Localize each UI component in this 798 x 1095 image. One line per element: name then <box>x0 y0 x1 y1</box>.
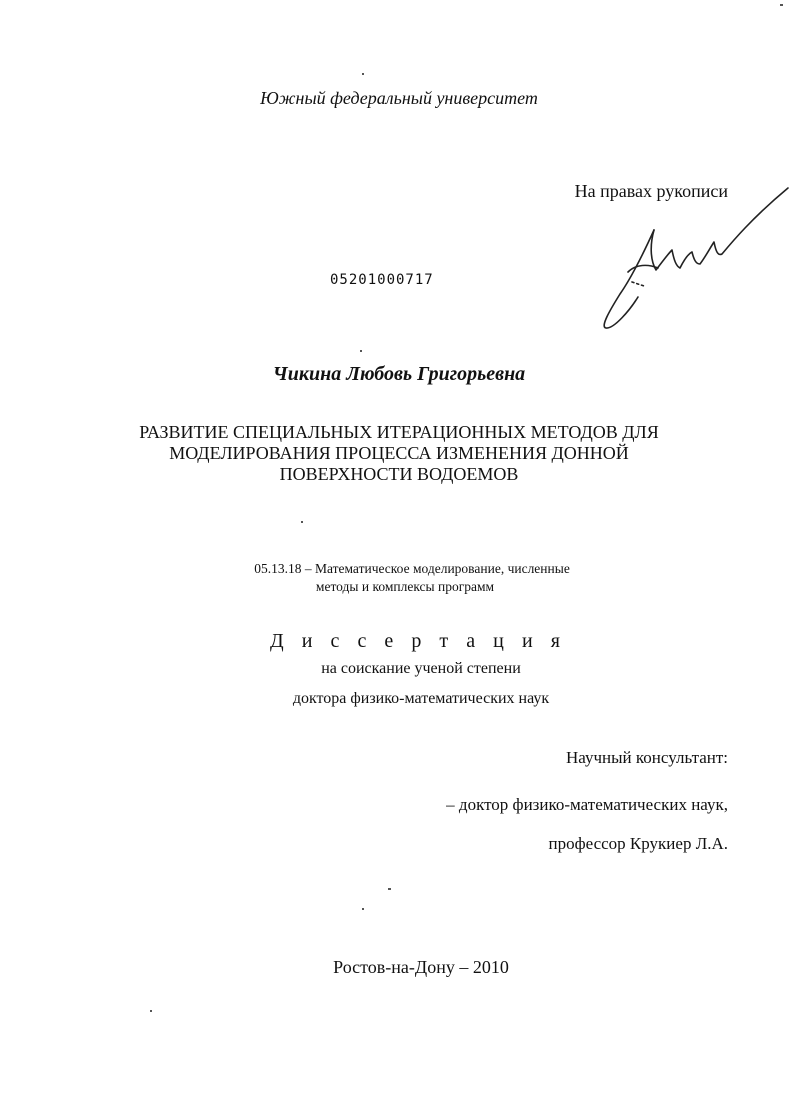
title-line: МОДЕЛИРОВАНИЯ ПРОЦЕССА ИЗМЕНЕНИЯ ДОННОЙ <box>169 443 629 463</box>
consultant-name: профессор Крукиер Л.А. <box>548 834 728 853</box>
document-code: 05201000717 <box>330 272 434 288</box>
heading-letter: я <box>550 630 560 652</box>
title-line: РАЗВИТИЕ СПЕЦИАЛЬНЫХ ИТЕРАЦИОННЫХ МЕТОДОВ ДЛЯ <box>139 422 659 442</box>
scan-speck <box>301 521 303 523</box>
university-name: Южный федеральный университет <box>260 88 538 108</box>
consultant-degree: – доктор физико-математических наук, <box>446 795 728 814</box>
heading-letter: и <box>301 630 313 652</box>
specialty-line: 05.13.18 – Математическое моделирование, численные <box>254 561 570 576</box>
city-year: Ростов-на-Дону – 2010 <box>333 957 509 977</box>
scan-speck <box>150 1010 152 1012</box>
specialty-code <box>0 560 798 596</box>
signature-icon <box>592 182 792 332</box>
dissertation-heading <box>270 630 560 653</box>
rights-notice: На правах рукописи <box>574 181 728 201</box>
heading-letter: р <box>411 630 422 652</box>
dissertation-title <box>0 422 798 485</box>
heading-letter: с <box>330 630 340 652</box>
scan-speck <box>780 4 783 6</box>
heading-letter: е <box>384 630 394 652</box>
title-line: ПОВЕРХНОСТИ ВОДОЕМОВ <box>279 464 519 484</box>
heading-letter: т <box>439 630 449 652</box>
heading-letter: а <box>466 630 476 652</box>
heading-letter: Д <box>270 630 284 652</box>
scan-speck <box>360 350 362 352</box>
heading-letter: и <box>521 630 533 652</box>
scan-speck <box>362 73 364 75</box>
heading-letter: с <box>357 630 367 652</box>
degree-line: на соискание ученой степени <box>321 660 521 677</box>
specialty-line: методы и комплексы программ <box>315 579 495 594</box>
consultant-label: Научный консультант: <box>566 748 728 767</box>
scan-speck <box>362 908 364 910</box>
heading-letter: ц <box>493 630 504 652</box>
author-name: Чикина Любовь Григорьевна <box>272 363 526 385</box>
scan-speck <box>388 888 391 890</box>
degree-line: доктора физико-математических наук <box>292 690 550 707</box>
